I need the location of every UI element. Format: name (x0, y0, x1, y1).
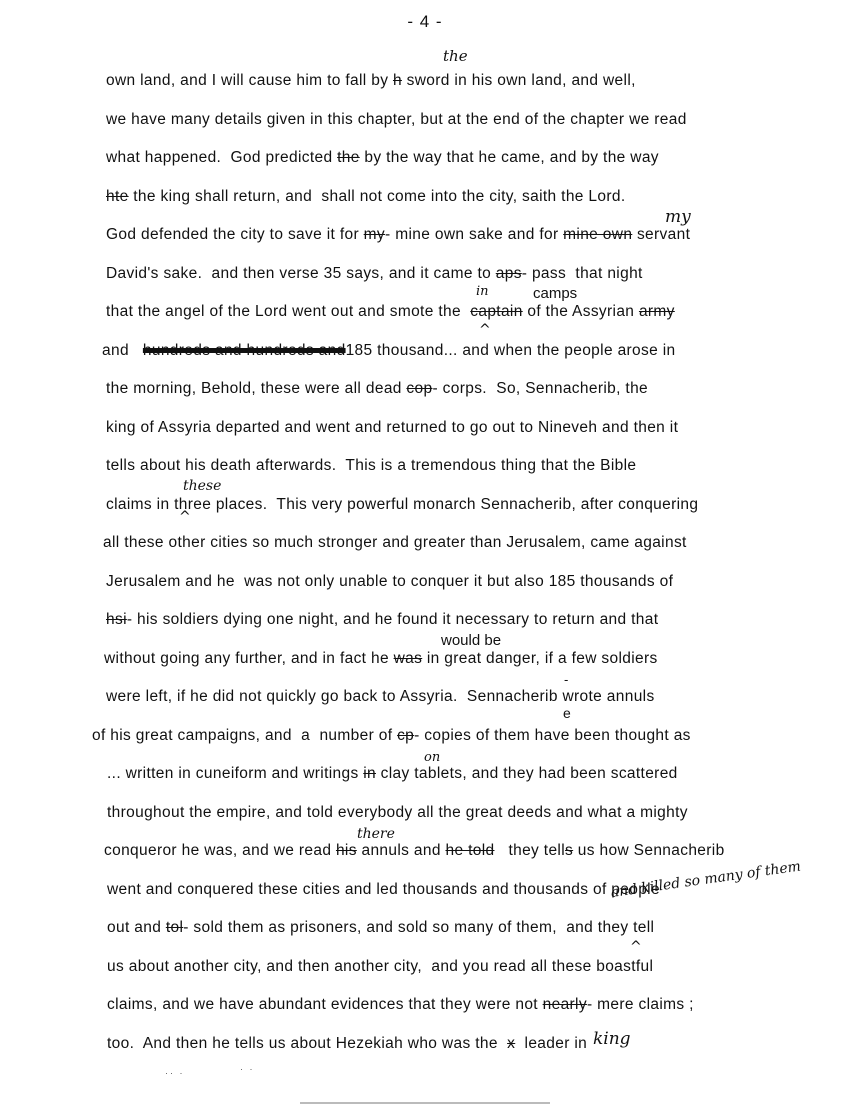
text-run: servant (632, 226, 691, 243)
text-run: own land, and I will cause him to fall by (106, 72, 393, 89)
scan-specks: · · (240, 1064, 255, 1074)
typed-insertion-camps: camps (533, 285, 578, 302)
text-run: - copies of them have been thought as (414, 726, 691, 744)
handwritten-insertion-the: the (443, 47, 468, 65)
struck-text: captain (470, 303, 523, 320)
text-line (102, 339, 850, 363)
text-run: we have many details given in this chapter, but at the end of the chapter we read (106, 110, 687, 128)
text-line (106, 454, 850, 478)
text-run: of his great campaigns, and a number of (92, 726, 398, 744)
text-run: David's sake. and then verse 35 says, and it came to (106, 264, 496, 282)
text-line (106, 377, 850, 401)
text-run: of the Assyrian (522, 303, 639, 320)
typed-insertion-would-be: would be (441, 632, 502, 649)
text-run: throughout the empire, and told everybody all the great deeds and what a mighty (107, 803, 688, 821)
text-run: God defended the city to save it for (106, 226, 364, 243)
insertion-caret: ^ (630, 939, 642, 955)
struck-text: cp (397, 726, 415, 744)
struck-text: s (565, 842, 574, 859)
text-run: and (102, 341, 143, 359)
text-line (92, 724, 850, 748)
text-line (106, 262, 850, 286)
struck-text: nearly (542, 996, 587, 1013)
text-run: claims, and we have abundant evidences that they were not (107, 996, 543, 1013)
insertion-caret: ^ (479, 322, 491, 338)
text-run: us about another city, and then another city, and you read all these boastful (107, 957, 654, 975)
handwritten-insertion-these: these (183, 478, 222, 494)
insertion-caret: ^ (179, 509, 191, 525)
struck-text: tol (165, 919, 184, 936)
handwritten-insertion-and-killed: and killed so many of them (609, 858, 802, 901)
text-run: that the angel of the Lord went out and smote the (106, 303, 471, 320)
text-line (106, 416, 850, 440)
text-line (106, 146, 850, 170)
text-line (104, 839, 850, 863)
struck-text: he told (445, 842, 495, 859)
text-line (106, 69, 850, 93)
text-run: us how Sennacherib (573, 842, 725, 859)
text-run: were left, if he did not quickly go back to Assyria. Sennacherib wrote annuls (106, 688, 655, 705)
text-line (104, 647, 850, 671)
text-run: - corps. So, Sennacherib, the (432, 380, 649, 397)
struck-text: my (363, 226, 386, 243)
text-line (106, 493, 850, 517)
text-line (106, 685, 850, 709)
text-line (103, 531, 850, 555)
text-run: conqueror he was, and we read (104, 842, 336, 859)
text-run: - sold them as prisoners, and sold so many of them, and they tell (183, 919, 655, 936)
struck-text: his (335, 842, 357, 859)
scan-specks: ·· · (165, 1068, 185, 1078)
struck-text: army (638, 303, 675, 320)
text-line (106, 185, 850, 209)
text-line (106, 570, 850, 594)
struck-text: was (393, 649, 423, 667)
text-line (106, 108, 850, 132)
text-line (106, 608, 850, 632)
text-line (107, 993, 850, 1017)
struck-text: the (337, 149, 360, 166)
struck-text: hte (106, 187, 129, 205)
text-run: the king shall return, and shall not come into the city, saith the Lord. (128, 187, 626, 205)
text-line (106, 300, 850, 324)
handwritten-insertion-my: my (665, 207, 691, 227)
text-line (107, 801, 850, 825)
text-run: Jerusalem and he was not only unable to conquer it but also 185 thousands of (106, 572, 674, 590)
text-run: in great danger, if a few soldiers (422, 649, 658, 667)
handwritten-insertion-there: there (357, 826, 395, 842)
text-line (107, 955, 850, 979)
struck-text: hsi (106, 611, 127, 628)
text-run: what happened. God predicted (106, 149, 338, 166)
struck-text: cop (406, 380, 433, 397)
text-run: 185 thousand... and when the people arose in (345, 341, 676, 359)
text-line (107, 916, 850, 940)
text-run: leader in (515, 1034, 588, 1052)
text-line (106, 223, 850, 247)
handwritten-insertion-on: on (424, 750, 441, 765)
scribbled-out-text: hundreds and hundreds and (142, 341, 346, 359)
text-run: claims in three places. This very powerful monarch Sennacherib, after conquering (106, 495, 699, 513)
text-run: - his soldiers dying one night, and he found it necessary to return and that (126, 611, 659, 628)
page-number: - 4 - (407, 12, 443, 31)
struck-text: h (392, 72, 402, 89)
struck-text: mine own (563, 226, 633, 243)
typed-correction-dash: - (564, 672, 569, 687)
text-run: tells about his death afterwards. This is a tremendous thing that the Bible (106, 457, 637, 474)
text-run: - mine own sake and for (385, 226, 564, 243)
text-run: too. And then he tells us about Hezekiah who was the (107, 1034, 508, 1052)
text-run: by the way that he came, and by the way (359, 149, 659, 166)
text-run: out and (107, 919, 166, 936)
text-run: without going any further, and in fact he (104, 649, 394, 667)
handwritten-insertion-in: in (476, 284, 489, 299)
text-run: all these other cities so much stronger and greater than Jerusalem, came against (103, 534, 687, 551)
struck-text: aps (495, 264, 522, 282)
struck-text: in (363, 765, 376, 782)
text-run: sword in his own land, and well, (401, 72, 636, 89)
typed-correction-e: e (563, 705, 571, 721)
text-run: king of Assyria departed and went and returned to go out to Nineveh and then it (106, 418, 679, 436)
text-run: the morning, Behold, these were all dead (106, 380, 407, 397)
text-line (107, 762, 850, 786)
handwritten-insertion-king: king (593, 1029, 631, 1049)
text-run: - mere claims ; (586, 996, 694, 1013)
text-run: annuls and (356, 842, 446, 859)
text-run: they tell (494, 842, 566, 859)
text-run: - pass that night (521, 264, 643, 282)
struck-text: x (507, 1034, 516, 1052)
text-run: clay tablets, and they had been scattered (376, 765, 678, 782)
text-run: ... written in cuneiform and writings (107, 765, 364, 782)
scan-edge-line (300, 1102, 550, 1104)
text-line (107, 1032, 850, 1056)
text-run: went and conquered these cities and led thousands and thousands of people (107, 880, 660, 898)
